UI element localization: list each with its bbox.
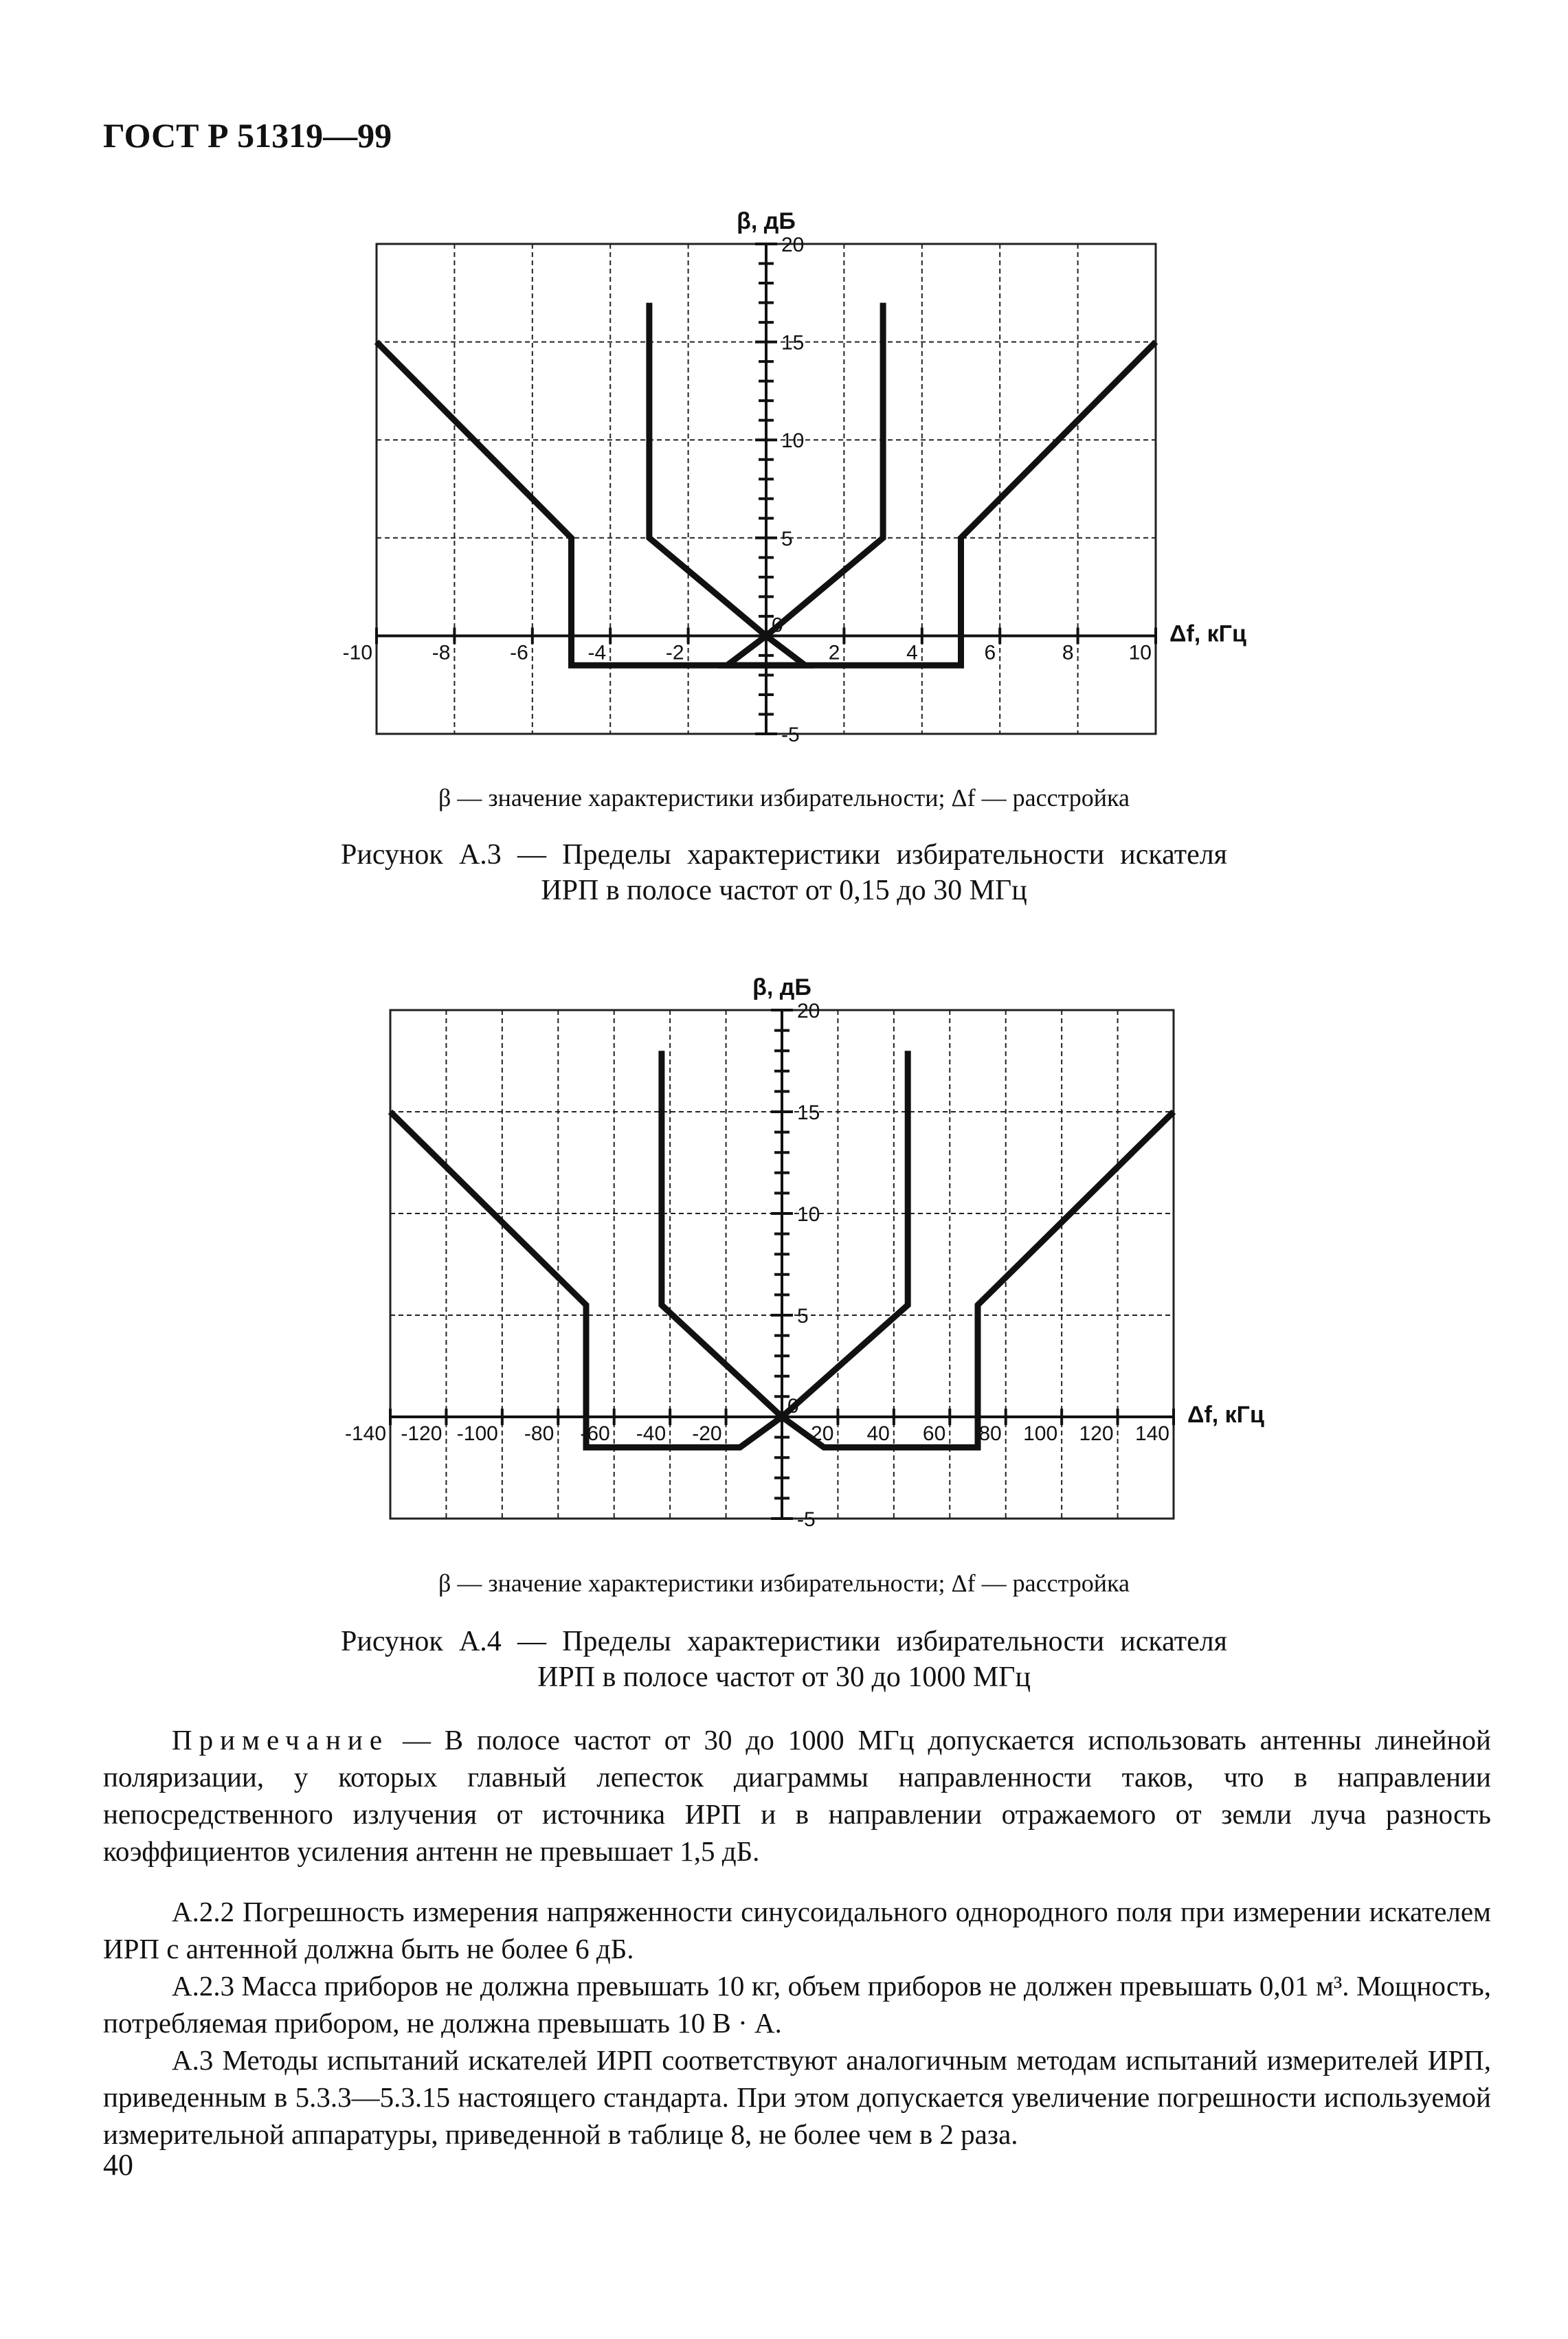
note-label: Примечание bbox=[172, 1724, 390, 1756]
y-tick-label: 15 bbox=[797, 1101, 820, 1124]
figure-a4-chart bbox=[0, 955, 1568, 1546]
figure-a4-caption bbox=[0, 1624, 1568, 1695]
x-tick-label: -40 bbox=[636, 1422, 667, 1445]
x-tick-label: -10 bbox=[342, 641, 372, 664]
y-tick-label: 20 bbox=[781, 234, 805, 256]
y-tick-label: 10 bbox=[781, 429, 805, 453]
limit-curve-3 bbox=[782, 1112, 1174, 1447]
x-axis-title: Δf, кГц bbox=[1187, 1402, 1264, 1428]
x-tick-label: -2 bbox=[665, 641, 684, 664]
y-tick-label: 20 bbox=[797, 1000, 820, 1022]
x-tick-label: 2 bbox=[828, 641, 840, 664]
y-axis-title: β, дБ bbox=[737, 208, 796, 234]
x-tick-label: 40 bbox=[866, 1422, 890, 1445]
body-text bbox=[103, 1721, 1491, 2153]
x-tick-label: -4 bbox=[587, 641, 607, 664]
x-tick-label: -6 bbox=[510, 641, 528, 664]
y-tick-label: -5 bbox=[781, 724, 800, 746]
x-tick-label: 4 bbox=[906, 641, 918, 664]
figure-a3-caption bbox=[0, 837, 1568, 908]
x-tick-label: 8 bbox=[1062, 641, 1074, 664]
y-axis-title: β, дБ bbox=[752, 974, 811, 1000]
origin-label: 0 bbox=[787, 1395, 799, 1418]
origin-label: 0 bbox=[772, 614, 783, 637]
note-paragraph bbox=[103, 1721, 1491, 1870]
x-tick-label: 6 bbox=[984, 641, 996, 664]
y-tick-label: 10 bbox=[797, 1203, 820, 1226]
x-tick-label: 140 bbox=[1134, 1422, 1169, 1445]
figure-a3-chart bbox=[0, 179, 1568, 770]
document-code-header: ГОСТ Р 51319—99 bbox=[103, 116, 392, 155]
limit-curve-1 bbox=[390, 1112, 782, 1447]
y-tick-label: 5 bbox=[781, 527, 793, 550]
x-tick-label: 120 bbox=[1079, 1422, 1114, 1445]
x-tick-label: 20 bbox=[811, 1422, 834, 1445]
y-tick-label: 15 bbox=[781, 331, 805, 355]
figure-a3-caption-line1: Рисунок А.3 — Пределы характеристики избирательности искателя bbox=[341, 839, 1227, 871]
figure-a4-legend: β — значение характеристики избирательности; Δf — расстройка bbox=[438, 1569, 1130, 1597]
paragraph-a3: А.3 Методы испытаний искателей ИРП соответствуют аналогичным методам испытаний измерителей ИРП, приведенным в 5.3.3—5.3.15 настоящего стандарта. При этом допускается увеличение погрешности используемой измерительной аппаратуры, приведенной в таблице 8, не более чем в 2 раза. bbox=[103, 2044, 1491, 2150]
chart-axes bbox=[377, 244, 1156, 734]
figure-a3-caption-line2: ИРП в полосе частот от 0,15 до 30 МГц bbox=[541, 875, 1027, 906]
x-tick-label: -100 bbox=[456, 1422, 498, 1445]
x-tick-label: -80 bbox=[524, 1422, 555, 1445]
page-number: 40 bbox=[103, 2148, 133, 2182]
figure-a3-legend: β — значение характеристики избирательности; Δf — расстройка bbox=[438, 784, 1130, 812]
paragraph-a23: А.2.3 Масса приборов не должна превышать 10 кг, объем приборов не должен превышать 0,01 м³. Мощность, потребляемая прибором, не должна превышать 10 В · А. bbox=[103, 1970, 1491, 2039]
x-tick-label: -20 bbox=[692, 1422, 722, 1445]
paragraph-a22: А.2.2 Погрешность измерения напряженности синусоидального однородного поля при измерении искателем ИРП с антенной должна быть не более 6 дБ. bbox=[103, 1896, 1491, 1965]
x-tick-label: 100 bbox=[1023, 1422, 1058, 1445]
x-tick-label: -120 bbox=[401, 1422, 443, 1445]
figure-a4-caption-line1: Рисунок А.4 — Пределы характеристики избирательности искателя bbox=[341, 1626, 1227, 1657]
x-tick-label: 80 bbox=[978, 1422, 1002, 1445]
x-tick-label: -140 bbox=[344, 1422, 386, 1445]
x-tick-label: -8 bbox=[432, 641, 451, 664]
x-tick-label: 60 bbox=[922, 1422, 946, 1445]
x-tick-label: 10 bbox=[1128, 641, 1152, 664]
x-axis-title: Δf, кГц bbox=[1169, 620, 1246, 647]
y-tick-label: -5 bbox=[797, 1508, 816, 1531]
note-text: — В полосе частот от 30 до 1000 МГц допускается использовать антенны линейной поляризации, у которых главный лепесток диаграммы направленности таков, что в направлении непосредственного излучения от источника ИРП и в направлении отражаемого от земли луча разность коэффициентов усиления антенн не превышает 1,5 дБ. bbox=[103, 1724, 1491, 1867]
y-tick-label: 5 bbox=[797, 1305, 809, 1328]
figure-a4-caption-line2: ИРП в полосе частот от 30 до 1000 МГц bbox=[537, 1661, 1031, 1693]
x-tick-label: -60 bbox=[580, 1422, 610, 1445]
